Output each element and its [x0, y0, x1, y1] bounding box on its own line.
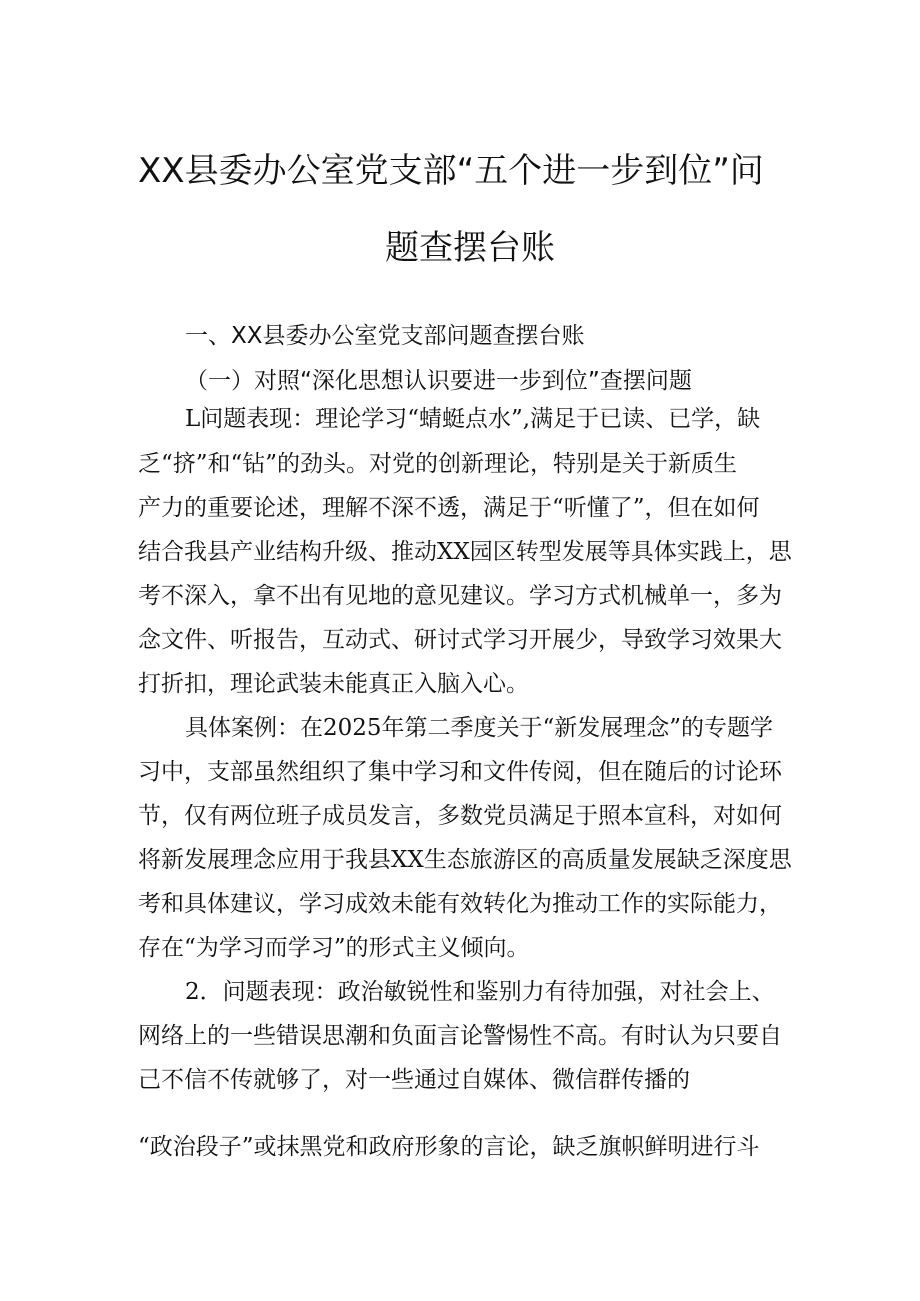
paragraph-3-line: 2．问题表现：政治敏锐性和鉴别力有待加强，对社会上、 — [185, 979, 775, 1005]
paragraph-1-line: 结合我县产业结构升级、推动XX园区转型发展等具体实践上，思 — [138, 539, 792, 565]
paragraph-3-line: 网络上的一些错误思潮和负面言论警惕性不高。有时认为只要自 — [138, 1023, 782, 1049]
subsection-heading: （一）对照“深化思想认识要进一步到位”查摆问题 — [185, 368, 692, 394]
paragraph-2-line: 考和具体建议，学习成效未能有效转化为推动工作的实际能力， — [138, 891, 782, 917]
paragraph-2-line: 将新发展理念应用于我县XX生态旅游区的高质量发展缺乏深度思 — [138, 847, 792, 873]
paragraph-1-line: 产力的重要论述，理解不深不透，满足于“听懂了”，但在如何 — [138, 495, 760, 521]
paragraph-4-line: “政治段子”或抹黑党和政府形象的言论，缺乏旗帜鲜明进行斗 — [138, 1134, 760, 1160]
paragraph-2-line: 具体案例：在2025年第二季度关于“新发展理念”的专题学 — [185, 715, 774, 741]
paragraph-3-line: 己不信不传就够了，对一些通过自媒体、微信群传播的 — [138, 1067, 690, 1093]
paragraph-2-line: 节，仅有两位班子成员发言，多数党员满足于照本宣科，对如何 — [138, 803, 782, 829]
paragraph-1-line: 考不深入，拿不出有见地的意见建议。学习方式机械单一，多为 — [138, 583, 782, 609]
paragraph-2-line: 存在“为学习而学习”的形式主义倾向。 — [138, 935, 530, 961]
paragraph-1-line: 念文件、听报告，互动式、研讨式学习开展少，导致学习效果大 — [138, 627, 782, 653]
paragraph-1-line: 乏“挤”和“钻”的劲头。对党的创新理论，特别是关于新质生 — [138, 451, 738, 477]
paragraph-1-line: 打折扣，理论武装未能真正入脑入心。 — [138, 671, 529, 697]
document-title-line-2: 题查摆台账 — [385, 228, 555, 268]
section-heading: 一、XX县委办公室党支部问题查摆台账 — [185, 323, 585, 349]
paragraph-1-line: L问题表现：理论学习“蜻蜓点水”,满足于已读、已学，缺 — [185, 406, 761, 432]
document-title-line-1: XX县委办公室党支部“五个进一步到位”问 — [138, 151, 764, 191]
paragraph-2-line: 习中，支部虽然组织了集中学习和文件传阅，但在随后的讨论环 — [138, 759, 782, 785]
